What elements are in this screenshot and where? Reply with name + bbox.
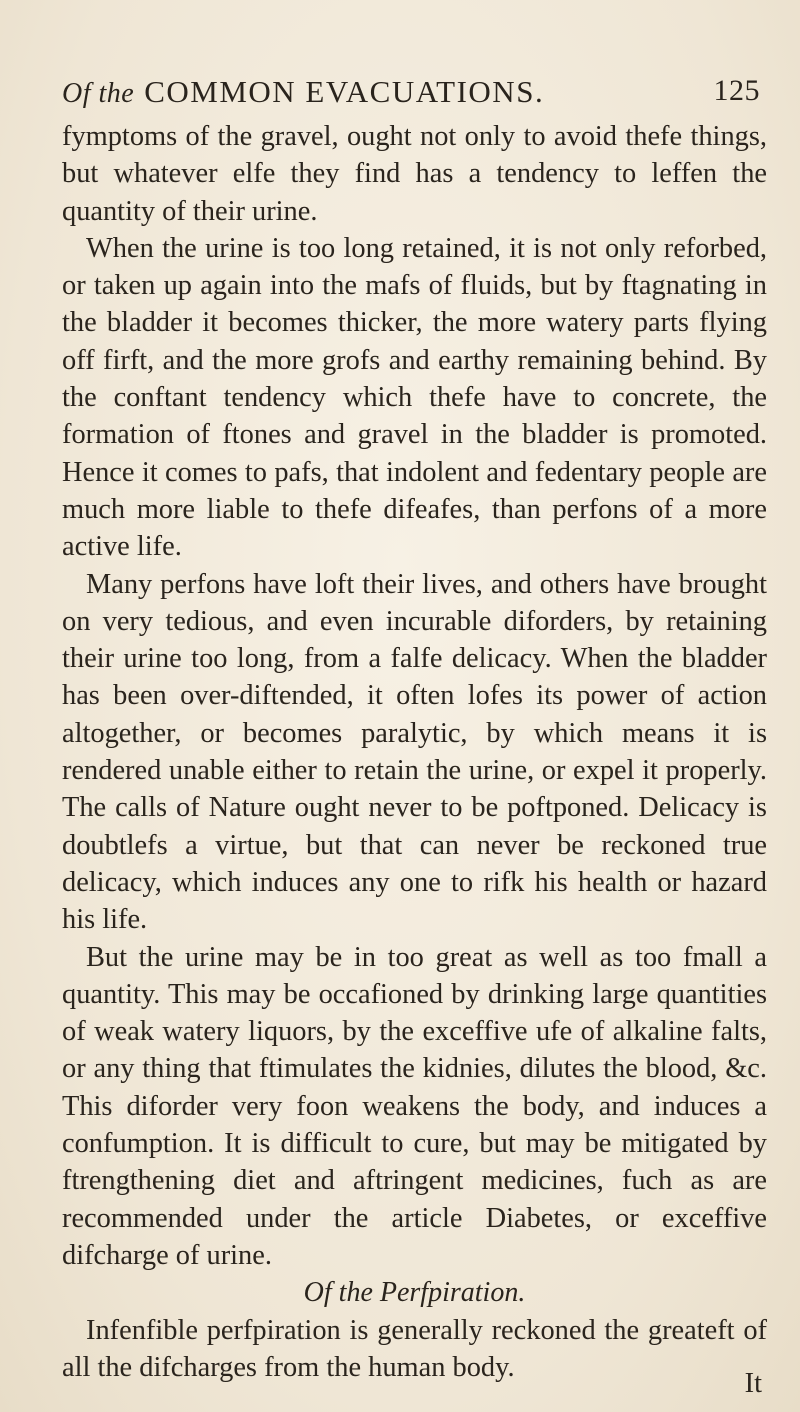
paragraph-perspiration: Infenfible perfpiration is generally reckoned the greateft of all the difcharges from the human body.	[62, 1314, 767, 1383]
running-header	[62, 74, 760, 114]
paragraph-continued: fymptoms of the gravel, ought not only to avoid thefe things, but whatever elfe they find has a tendency to leffen the quantity of their urine.	[62, 121, 767, 227]
header-title: COMMON EVACUATIONS.	[144, 74, 545, 109]
paragraph-urine-retained: When the urine is too long retained, it is not only reforbed, or taken up again into the mafs of fluids, but by ftagnating in the bladder it becomes thicker, the more watery parts flying off firft, and the more grofs and earthy remaining behind. By the conftant tendency which thefe have to concrete, the formation of ftones and gravel in the bladder is promoted. Hence it comes to pafs, that indolent and fedentary people are much more liable to thefe difeafes, than perfons of a more active life.	[62, 232, 767, 563]
paragraph-urine-quantity: But the urine may be in too great as well as too fmall a quantity. This may be occafioned by drinking large quantities of weak watery liquors, by the exceffive ufe of alkaline falts, or any thing that ftimulates the kidnies, dilutes the blood, &c. This diforder very foon weakens the body, and induces a confumption. It is difficult to cure, but may be mitigated by ftrengthening diet and aftringent medicines, fuch as are recommended under the article Diabetes, or exceffive difcharge of urine.	[62, 941, 767, 1271]
body-text	[62, 118, 767, 1386]
paragraph-lost-lives: Many perfons have loft their lives, and others have brought on very tedious, and even incurable diforders, by retaining their urine too long, from a falfe delicacy. When the bladder has been over-diftended, it often lofes its power of action altogether, or becomes paralytic, by which means it is rendered unable either to retain the urine, or expel it properly. The calls of Nature ought never to be poftponed. Delicacy is doubtlefs a virtue, but that can never be reckoned true delicacy, which induces any one to rifk his health or hazard his life.	[62, 568, 767, 936]
page-number: 125	[713, 74, 760, 107]
section-heading: Of the Perfpiration.	[303, 1277, 526, 1309]
catchword: It	[744, 1368, 762, 1399]
header-prefix: Of the	[62, 78, 135, 109]
